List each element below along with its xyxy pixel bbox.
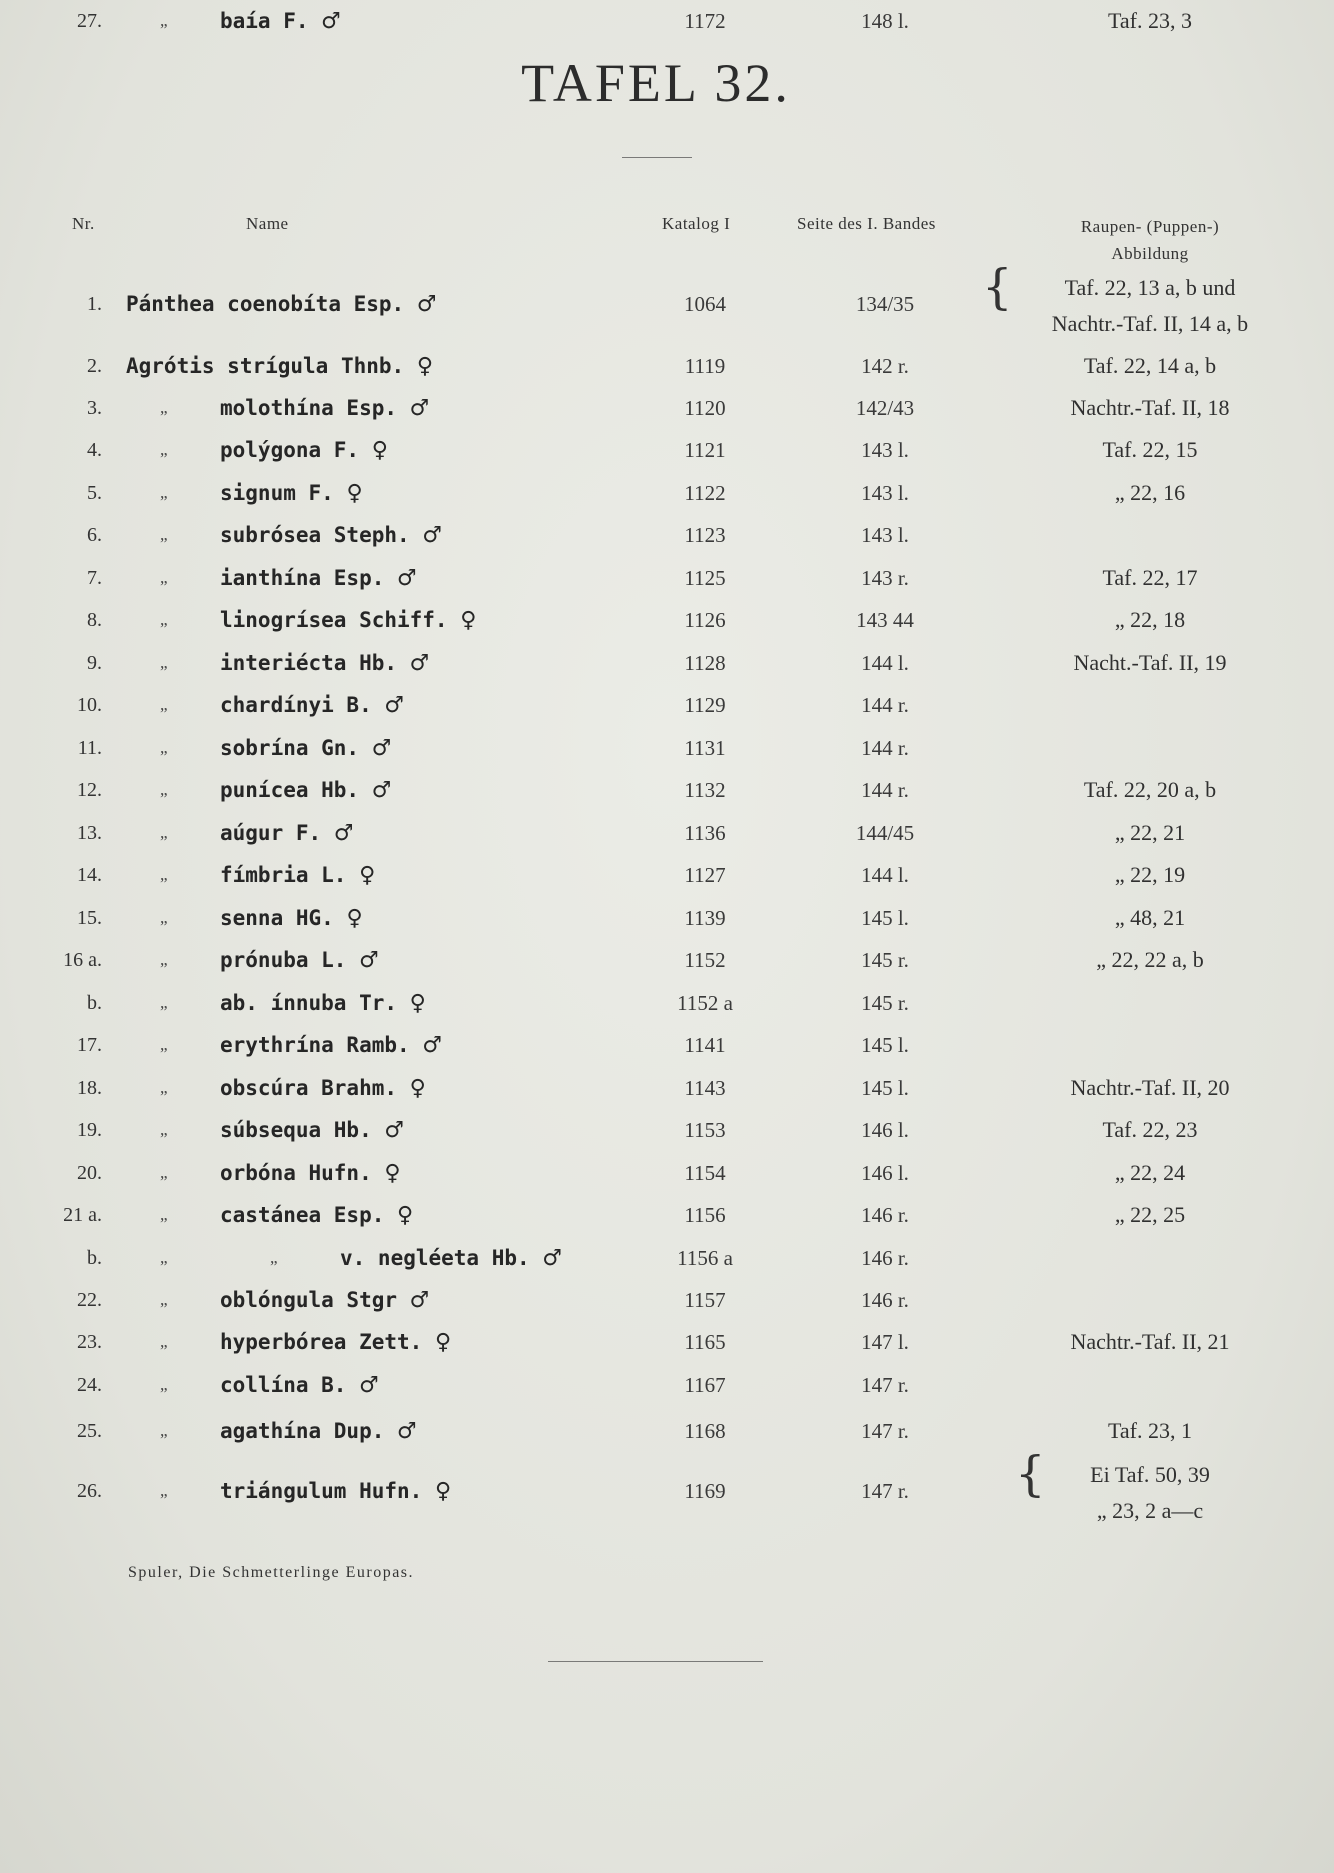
abbildung-ref: Nacht.-Taf. II, 19 — [1073, 650, 1227, 675]
ditto-mark: „ — [160, 1120, 168, 1139]
species-name — [220, 939, 379, 982]
species-epithet: punícea Hb. — [220, 778, 360, 802]
seite-ref: 147 l. — [861, 1330, 909, 1354]
seite-ref: 144/45 — [855, 821, 915, 845]
katalog-number: 1154 — [684, 1161, 726, 1185]
species-epithet: linogrísea Schiff. — [220, 608, 448, 632]
sex-symbol-icon: ♂ — [384, 693, 405, 718]
sex-symbol-icon: ♀ — [359, 863, 376, 888]
species-epithet: súbsequa Hb. — [220, 1118, 372, 1142]
species-epithet: senna HG. — [220, 906, 334, 930]
sex-symbol-icon: ♂ — [384, 1118, 405, 1143]
ditto-mark: „ — [160, 525, 168, 544]
abbildung-ref-2: Nachtr.-Taf. II, 14 a, b — [1051, 311, 1249, 336]
sex-symbol-icon: ♂ — [409, 651, 430, 676]
abbildung-ref: Taf. 22, 17 — [1102, 565, 1198, 590]
table-row — [0, 769, 1334, 811]
abbildung-ref: „ 22, 25 — [1114, 1202, 1186, 1227]
row-number: 7. — [87, 567, 102, 589]
species-epithet: collína B. — [220, 1373, 347, 1397]
species-name — [126, 283, 437, 326]
katalog-number: 1131 — [684, 736, 726, 760]
header-abbildung-line1: Raupen- (Puppen-) — [1080, 217, 1220, 236]
title-rule — [622, 157, 692, 158]
species-name — [220, 0, 341, 43]
species-name — [220, 387, 429, 430]
table-row — [0, 854, 1334, 896]
species-epithet: v. negléeta Hb. — [340, 1246, 530, 1270]
table-row — [0, 897, 1334, 939]
row-number: 22. — [77, 1289, 102, 1311]
abbildung-ref: Ei Taf. 50, 39 — [1090, 1462, 1210, 1487]
row-number: 25. — [77, 1420, 102, 1442]
seite-ref: 143 44 — [856, 608, 914, 632]
species-epithet: castánea Esp. — [220, 1203, 385, 1227]
table-row — [0, 1446, 1334, 1523]
ditto-mark: „ — [160, 780, 168, 799]
sex-symbol-icon: ♀ — [371, 438, 388, 463]
seite-ref: 144 l. — [861, 651, 909, 675]
species-name — [220, 472, 363, 515]
brace-icon: { — [982, 259, 1013, 315]
species-name — [220, 642, 429, 685]
table-row — [0, 1321, 1334, 1363]
bottom-rule — [548, 1661, 763, 1662]
ditto-mark: „ — [160, 1481, 168, 1500]
species-name — [220, 1152, 401, 1195]
katalog-number: 1139 — [684, 906, 726, 930]
table-row — [0, 1194, 1334, 1236]
species-name — [220, 1109, 404, 1152]
sex-symbol-icon: ♂ — [333, 821, 354, 846]
species-epithet: sobrína Gn. — [220, 736, 360, 760]
table-row — [0, 1109, 1334, 1151]
table-row — [0, 557, 1334, 599]
row-number: 21 a. — [63, 1204, 102, 1226]
katalog-number: 1169 — [684, 1479, 726, 1503]
species-epithet: baía F. — [220, 9, 309, 33]
ditto-mark: „ — [160, 1163, 168, 1182]
seite-ref: 143 l. — [861, 481, 909, 505]
species-name — [220, 1364, 379, 1407]
header-katalog: Katalog I — [662, 214, 731, 233]
sex-symbol-icon: ♂ — [371, 778, 392, 803]
species-epithet: molothína Esp. — [220, 396, 398, 420]
row-number: 2. — [87, 355, 102, 377]
sex-symbol-icon: ♀ — [397, 1203, 414, 1228]
seite-ref: 147 r. — [861, 1419, 909, 1443]
seite-ref: 146 r. — [861, 1246, 909, 1270]
row-number: 20. — [77, 1162, 102, 1184]
seite-ref: 142/43 — [855, 396, 915, 420]
ditto-mark: „ — [160, 1248, 168, 1267]
header-seite: Seite des I. Bandes — [797, 214, 936, 233]
row-number: 15. — [77, 907, 102, 929]
ditto-mark: „ — [160, 823, 168, 842]
seite-ref: 144 r. — [861, 778, 909, 802]
ditto-mark: „ — [160, 993, 168, 1012]
table-row — [0, 429, 1334, 471]
species-name — [220, 1279, 429, 1322]
seite-ref: 146 l. — [861, 1161, 909, 1185]
species-name — [220, 429, 388, 472]
table-row — [0, 982, 1334, 1024]
row-number: 8. — [87, 609, 102, 631]
species-name — [340, 1237, 562, 1280]
seite-ref: 146 r. — [861, 1203, 909, 1227]
table-row — [0, 812, 1334, 854]
ditto-mark: „ — [160, 1078, 168, 1097]
species-name — [220, 1067, 426, 1110]
abbildung-ref-2: „ 23, 2 a—c — [1096, 1498, 1204, 1523]
katalog-number: 1128 — [684, 651, 726, 675]
abbildung-ref: Taf. 23, 1 — [1108, 1418, 1192, 1443]
abbildung-ref: Nachtr.-Taf. II, 18 — [1070, 395, 1230, 420]
table-row — [0, 599, 1334, 641]
species-epithet: oblóngula Stgr — [220, 1288, 398, 1312]
abbildung-ref: „ 22, 18 — [1114, 607, 1186, 632]
species-epithet: subrósea Steph. — [220, 523, 410, 547]
sex-symbol-icon: ♀ — [434, 1330, 452, 1355]
ditto-mark: „ — [160, 738, 168, 757]
table-row — [0, 0, 1334, 42]
row-number: b. — [87, 992, 102, 1014]
species-name — [220, 897, 363, 940]
seite-ref: 142 r. — [861, 354, 909, 378]
katalog-number: 1129 — [684, 693, 726, 717]
row-number: 6. — [87, 524, 102, 546]
row-number: 1. — [87, 293, 102, 315]
ditto-mark: „ — [160, 610, 168, 629]
abbildung-ref: Taf. 22, 20 a, b — [1083, 777, 1217, 802]
species-epithet: orbóna Hufn. — [220, 1161, 372, 1185]
seite-ref: 145 l. — [861, 906, 909, 930]
seite-ref: 146 l. — [861, 1118, 909, 1142]
row-number: 23. — [77, 1331, 102, 1353]
sex-symbol-icon: ♂ — [542, 1246, 563, 1271]
row-number: 17. — [77, 1034, 102, 1056]
katalog-number: 1120 — [684, 396, 726, 420]
katalog-number: 1123 — [684, 523, 726, 547]
species-epithet: obscúra Brahm. — [220, 1076, 398, 1100]
katalog-number: 1119 — [684, 354, 726, 378]
species-epithet: ianthína Esp. — [220, 566, 385, 590]
row-number: 19. — [77, 1119, 102, 1141]
abbildung-ref: „ 22, 21 — [1114, 820, 1186, 845]
row-number: 11. — [77, 737, 102, 759]
katalog-number: 1125 — [684, 566, 726, 590]
abbildung-ref: Nachtr.-Taf. II, 20 — [1070, 1075, 1230, 1100]
row-number: 3. — [87, 397, 102, 419]
table-row — [0, 642, 1334, 684]
seite-ref: 145 l. — [861, 1076, 909, 1100]
sex-symbol-icon: ♀ — [460, 608, 477, 633]
species-name — [220, 812, 354, 855]
ditto-mark: „ — [160, 568, 168, 587]
sex-symbol-icon: ♂ — [397, 566, 417, 591]
species-name — [220, 982, 426, 1025]
abbildung-ref: Taf. 22, 13 a, b und — [1064, 275, 1236, 300]
species-epithet: prónuba L. — [220, 948, 347, 972]
seite-ref: 144 r. — [861, 736, 909, 760]
plate-title: TAFEL 32. — [521, 53, 791, 113]
katalog-number: 1143 — [684, 1076, 726, 1100]
footer-citation: Spuler, Die Schmetterlinge Europas. — [128, 1564, 415, 1581]
species-name — [220, 557, 417, 600]
brace-icon: { — [1015, 1446, 1046, 1502]
sex-symbol-icon: ♀ — [416, 354, 433, 379]
seite-ref: 147 r. — [861, 1373, 909, 1397]
seite-ref: 146 r. — [861, 1288, 909, 1312]
ditto-mark: „ — [160, 1290, 168, 1309]
abbildung-ref: Nachtr.-Taf. II, 21 — [1070, 1329, 1230, 1354]
ditto-mark: „ — [160, 653, 168, 672]
katalog-number: 1172 — [684, 9, 726, 33]
row-number: b. — [87, 1247, 102, 1269]
katalog-number: 1153 — [684, 1118, 726, 1142]
header-nr: Nr. — [72, 214, 95, 233]
row-number: 16 a. — [63, 949, 102, 971]
seite-ref: 144 l. — [861, 863, 909, 887]
sex-symbol-icon: ♀ — [346, 906, 363, 931]
species-name — [220, 1410, 417, 1453]
sex-symbol-icon: ♀ — [384, 1161, 401, 1186]
sex-symbol-icon: ♂ — [409, 1288, 430, 1313]
species-epithet: polýgona F. — [220, 438, 360, 462]
table-row — [0, 387, 1334, 429]
row-number: 10. — [77, 694, 102, 716]
table-row — [0, 514, 1334, 556]
abbildung-ref: „ 22, 22 a, b — [1096, 947, 1204, 972]
katalog-number: 1121 — [684, 438, 726, 462]
row-number: 24. — [77, 1374, 102, 1396]
ditto-mark: „ — [160, 440, 168, 459]
abbildung-ref: „ 22, 16 — [1114, 480, 1186, 505]
abbildung-ref: Taf. 23, 3 — [1108, 8, 1192, 33]
table-row — [0, 1279, 1334, 1321]
row-number: 13. — [77, 822, 102, 844]
species-epithet: triángulum Hufn. — [220, 1479, 423, 1503]
seite-ref: 143 l. — [861, 523, 909, 547]
sex-symbol-icon: ♀ — [409, 991, 426, 1016]
species-epithet: strígula Thnb. — [227, 354, 405, 378]
table-row — [0, 939, 1334, 981]
table-row — [0, 345, 1334, 387]
seite-ref: 145 r. — [861, 948, 909, 972]
species-name — [126, 345, 433, 388]
katalog-number: 1156 — [684, 1203, 726, 1227]
row-number: 12. — [77, 779, 102, 801]
abbildung-ref: Taf. 22, 14 a, b — [1083, 353, 1217, 378]
abbildung-ref: „ 22, 19 — [1114, 862, 1186, 887]
table-row — [0, 1237, 1334, 1279]
ditto-mark: „ — [160, 483, 168, 502]
table-row — [0, 1152, 1334, 1194]
species-name — [220, 514, 442, 557]
katalog-number: 1126 — [684, 608, 726, 632]
sex-symbol-icon: ♀ — [434, 1479, 452, 1504]
species-name — [220, 1024, 442, 1067]
ditto-mark: „ — [160, 908, 168, 927]
seite-ref: 134/35 — [855, 292, 915, 316]
species-name — [220, 1470, 451, 1513]
species-name — [220, 1321, 451, 1364]
katalog-number: 1165 — [684, 1330, 726, 1354]
species-epithet: signum F. — [220, 481, 334, 505]
row-number: 9. — [87, 652, 102, 674]
species-name — [220, 1194, 413, 1237]
abbildung-ref: „ 22, 24 — [1114, 1160, 1186, 1185]
row-number: 27. — [77, 10, 102, 32]
seite-ref: 144 r. — [861, 693, 909, 717]
abbildung-ref: Taf. 22, 23 — [1102, 1117, 1198, 1142]
table-row — [0, 259, 1334, 336]
seite-ref: 145 r. — [861, 991, 909, 1015]
ditto-mark: „ — [160, 1375, 168, 1394]
table-row — [0, 472, 1334, 514]
katalog-number: 1167 — [684, 1373, 726, 1397]
species-epithet: ab. ínnuba Tr. — [220, 991, 398, 1015]
sex-symbol-icon: ♂ — [416, 292, 437, 317]
genus-name: Agrótis — [126, 354, 215, 378]
seite-ref: 143 r. — [861, 566, 909, 590]
sex-symbol-icon: ♂ — [321, 9, 341, 34]
ditto-mark: „ — [160, 1332, 168, 1351]
sex-symbol-icon: ♂ — [371, 736, 392, 761]
genus-name: Pánthea — [126, 292, 215, 316]
katalog-number: 1141 — [684, 1033, 726, 1057]
species-epithet: hyperbórea Zett. — [220, 1330, 423, 1354]
sex-symbol-icon: ♀ — [409, 1076, 426, 1101]
abbildung-ref: „ 48, 21 — [1114, 905, 1186, 930]
table-row — [0, 684, 1334, 726]
table-row — [0, 1067, 1334, 1109]
ditto-mark-2: „ — [270, 1248, 278, 1267]
sex-symbol-icon: ♂ — [409, 396, 430, 421]
sex-symbol-icon: ♂ — [422, 1033, 443, 1058]
table-row — [0, 1024, 1334, 1066]
ditto-mark: „ — [160, 1205, 168, 1224]
katalog-number: 1127 — [684, 863, 726, 887]
header-abbildung — [1020, 213, 1280, 267]
sex-symbol-icon: ♂ — [359, 1373, 379, 1398]
species-epithet: aúgur F. — [220, 821, 322, 845]
seite-ref: 145 l. — [861, 1033, 909, 1057]
katalog-number: 1136 — [684, 821, 726, 845]
ditto-mark: „ — [160, 11, 168, 30]
katalog-number: 1152 — [684, 948, 726, 972]
katalog-number: 1122 — [684, 481, 726, 505]
species-name — [220, 854, 375, 897]
row-number: 4. — [87, 439, 102, 461]
species-epithet: fímbria L. — [220, 863, 347, 887]
row-number: 26. — [77, 1480, 102, 1502]
row-number: 18. — [77, 1077, 102, 1099]
header-abbildung-line2: Abbildung — [1111, 244, 1189, 263]
katalog-number: 1132 — [684, 778, 726, 802]
ditto-mark: „ — [160, 398, 168, 417]
katalog-number: 1168 — [684, 1419, 726, 1443]
table-row — [0, 727, 1334, 769]
katalog-number: 1152 a — [677, 991, 733, 1015]
header-name: Name — [246, 214, 289, 233]
species-epithet: chardínyi B. — [220, 693, 372, 717]
species-name — [220, 727, 391, 770]
ditto-mark: „ — [160, 1421, 168, 1440]
ditto-mark: „ — [160, 865, 168, 884]
species-epithet: coenobíta Esp. — [227, 292, 405, 316]
row-number: 5. — [87, 482, 102, 504]
species-name — [220, 684, 404, 727]
species-epithet: agathína Dup. — [220, 1419, 385, 1443]
sex-symbol-icon: ♀ — [346, 481, 363, 506]
species-epithet: interiécta Hb. — [220, 651, 398, 675]
sex-symbol-icon: ♂ — [397, 1419, 417, 1444]
abbildung-ref: Taf. 22, 15 — [1102, 437, 1198, 462]
species-name — [220, 769, 391, 812]
sex-symbol-icon: ♂ — [422, 523, 443, 548]
ditto-mark: „ — [160, 695, 168, 714]
table-row — [0, 1364, 1334, 1406]
species-name — [220, 599, 476, 642]
sex-symbol-icon: ♂ — [359, 948, 379, 973]
row-number: 14. — [77, 864, 102, 886]
ditto-mark: „ — [160, 1035, 168, 1054]
katalog-number: 1064 — [684, 292, 726, 316]
seite-ref: 148 l. — [861, 9, 909, 33]
katalog-number: 1156 a — [677, 1246, 733, 1270]
ditto-mark: „ — [160, 950, 168, 969]
table-row — [0, 1410, 1334, 1452]
seite-ref: 143 l. — [861, 438, 909, 462]
katalog-number: 1157 — [684, 1288, 726, 1312]
species-epithet: erythrína Ramb. — [220, 1033, 410, 1057]
seite-ref: 147 r. — [861, 1479, 909, 1503]
